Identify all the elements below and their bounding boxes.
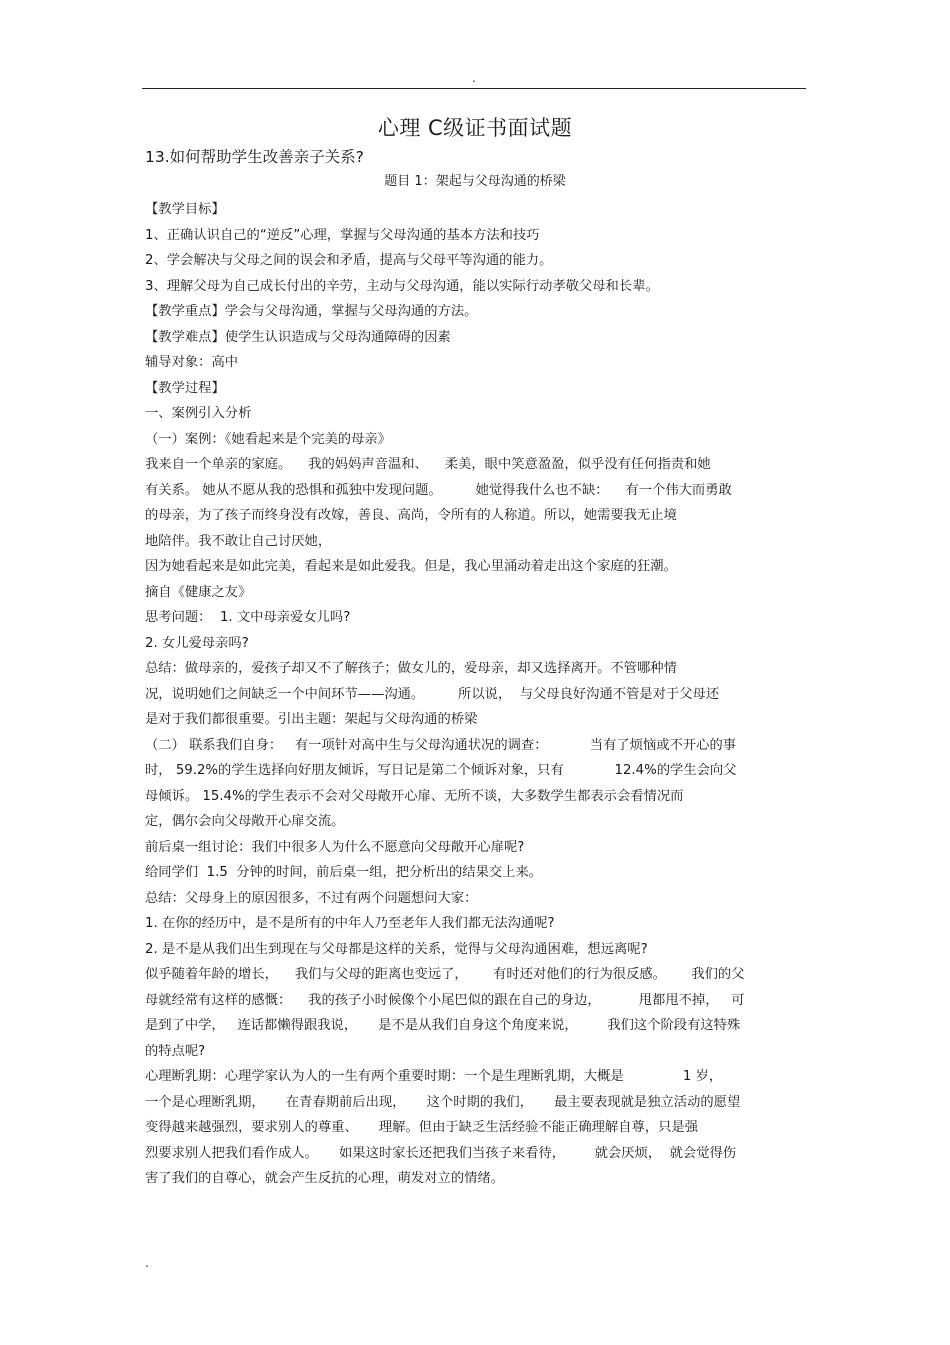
body-line: 有关系。 她从不愿从我的恐惧和孤独中发现问题。 她觉得我什么也不缺： 有一个伟大而勇敢 [145, 482, 732, 498]
body-line: 地陪伴。我不敢让自己讨厌她， [145, 533, 332, 549]
body-line: （一）案例：《她看起来是个完美的母亲》 [145, 431, 391, 447]
body-line: 2. 是不是从我们出生到现在与父母都是这样的关系，觉得与父母沟通困难，想远离呢? [145, 941, 648, 957]
topic-subtitle: 题目 1：架起与父母沟通的桥梁 [384, 174, 566, 189]
body-line: 一个是心理断乳期， 在青春期前后出现， 这个时期的我们， 最主要表现就是独立活动的愿望 [145, 1094, 741, 1110]
document-body [145, 197, 810, 1192]
body-line: 变得越来越强烈，要求别人的尊重、 理解。但由于缺乏生活经验不能正确理解自尊，只是强 [145, 1120, 699, 1135]
body-line: 1、正确认识自己的“逆反”心理，掌握与父母沟通的基本方法和技巧 [145, 227, 540, 243]
body-line: 时， 59.2%的学生选择向好朋友倾诉，写日记是第二个倾诉对象，只有 12.4%的学生会向父 [145, 763, 737, 778]
body-line: 母就经常有这样的感慨： 我的孩子小时候像个小尾巴似的跟在自己的身边， 甩都甩不掉， 可 [145, 992, 745, 1008]
body-line: 烈要求别人把我们看作成人。 如果这时家长还把我们当孩子来看待， 就会厌烦， 就会觉得伤 [145, 1145, 737, 1161]
body-line: 总结：做母亲的，爱孩子却又不了解孩子；做女儿的，爱母亲，却又选择离开。不管哪种情 [145, 661, 677, 676]
body-line: 【教学重点】学会与父母沟通，掌握与父母沟通的方法。 [145, 304, 478, 319]
body-line: 一、案例引入分析 [145, 406, 252, 421]
body-line: 摘自《健康之友》 [145, 584, 252, 600]
body-line: 我来自一个单亲的家庭。 我的妈妈声音温和、 柔美，眼中笑意盈盈，似乎没有任何指责和她 [145, 457, 711, 472]
body-line: 总结：父母身上的原因很多，不过有两个问题想问大家： [145, 890, 478, 906]
body-line: （二） 联系我们自身： 有一项针对高中生与父母沟通状况的调查： 当有了烦恼或不开心的事 [145, 737, 737, 753]
body-line: 辅导对象：高中 [145, 355, 239, 370]
footer-mark: . [145, 1256, 149, 1270]
body-line: 2. 女儿爱母亲吗? [145, 635, 249, 651]
body-line: 似乎随着年龄的增长， 我们与父母的距离也变远了， 有时还对他们的行为很反感。 我们的父 [145, 967, 745, 982]
header-mark: . [472, 71, 476, 85]
document-title: 心理 C级证书面试题 [377, 116, 573, 140]
body-line: 思考问题： 1. 文中母亲爱女儿吗? [145, 610, 351, 625]
body-line: 【教学过程】 [145, 380, 225, 396]
body-line: 母倾诉。 15.4%的学生表示不会对父母敞开心扉、无所不谈，大多数学生都表示会看情况而 [145, 788, 684, 804]
body-line: 【教学目标】 [145, 202, 225, 217]
body-line: 因为她看起来是如此完美，看起来是如此爱我。但是，我心里涌动着走出这个家庭的狂潮。 [145, 559, 677, 574]
body-line: 3、理解父母为自己成长付出的辛劳，主动与父母沟通，能以实际行动孝敬父母和长辈。 [145, 278, 659, 294]
body-line: 的母亲，为了孩子而终身没有改嫁，善良、高尚，令所有的人称道。所以，她需要我无止境 [145, 508, 677, 523]
body-line: 况，说明她们之间缺乏一个中间环节——沟通。 所以说， 与父母良好沟通不管是对于父母还 [145, 686, 720, 702]
body-line: 定，偶尔会向父母敞开心扉交流。 [145, 814, 345, 829]
body-line: 给同学们 1.5 分钟的时间，前后桌一组，把分析出的结果交上来。 [145, 865, 543, 880]
body-line: 1. 在你的经历中，是不是所有的中年人乃至老年人我们都无法沟通呢? [145, 916, 555, 931]
body-line: 2、学会解决与父母之间的误会和矛盾，提高与父母平等沟通的能力。 [145, 253, 553, 268]
body-line: 前后桌一组讨论：我们中很多人为什么不愿意向父母敞开心扉呢? [145, 839, 525, 855]
body-line: 【教学难点】使学生认识造成与父母沟通障碍的因素 [145, 329, 451, 345]
body-line: 害了我们的自尊心，就会产生反抗的心理，萌发对立的情绪。 [145, 1171, 505, 1186]
body-line: 心理断乳期：心理学家认为人的一生有两个重要时期：一个是生理断乳期，大概是 1 岁， [145, 1069, 723, 1084]
body-line: 是对于我们都很重要。引出主题：架起与父母沟通的桥梁 [145, 712, 478, 727]
header-rule [142, 88, 806, 89]
body-line: 的特点呢? [145, 1043, 206, 1059]
body-line: 是到了中学， 连话都懒得跟我说， 是不是从我们自身这个角度来说， 我们这个阶段有这特殊 [145, 1018, 741, 1033]
question-heading: 13.如何帮助学生改善亲子关系? [145, 148, 364, 166]
